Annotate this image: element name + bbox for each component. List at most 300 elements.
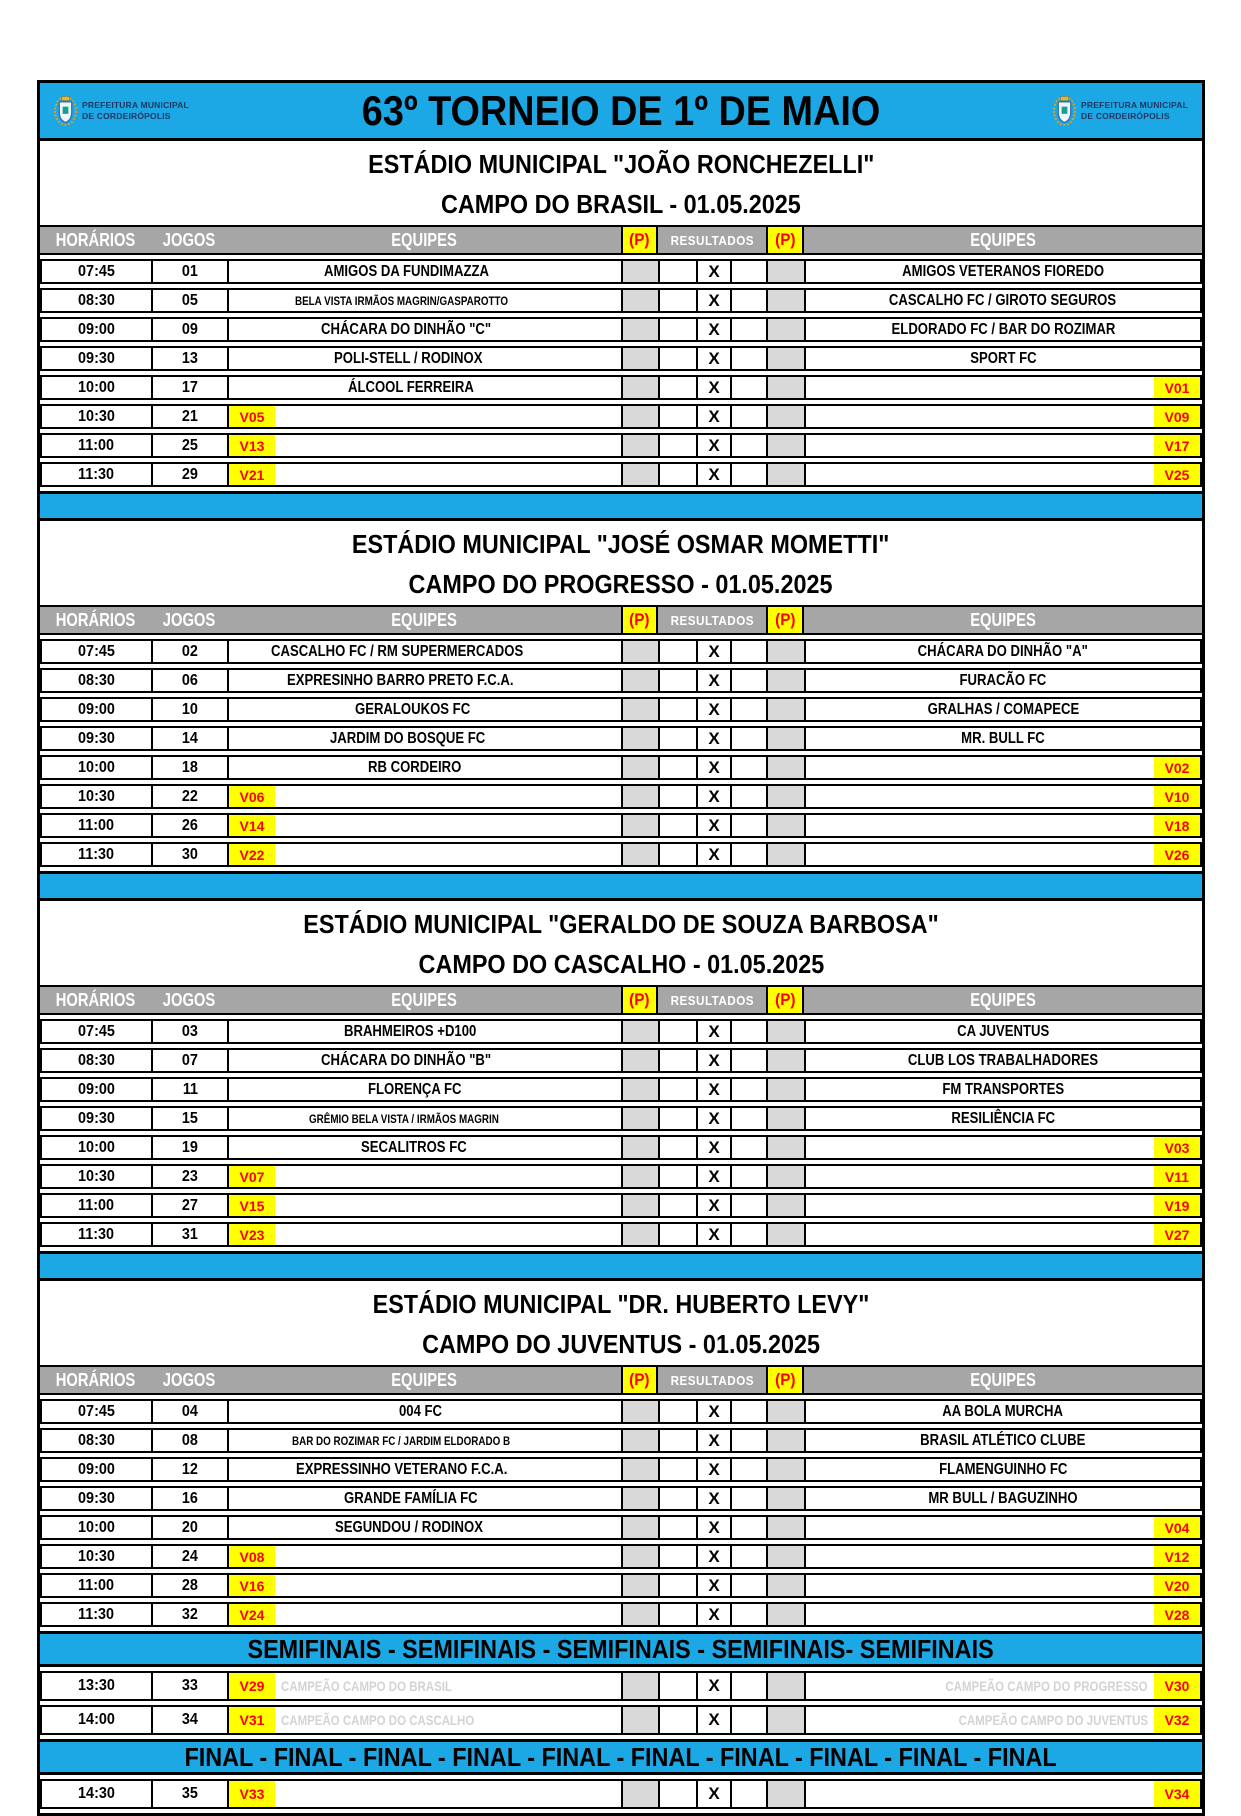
penalty-header-text: (P) — [629, 230, 650, 249]
penalty-cell — [623, 464, 660, 485]
time-cell — [42, 1166, 153, 1187]
home-score-cell — [660, 1166, 698, 1187]
games-list — [40, 255, 1202, 487]
penalty-cell — [768, 1604, 806, 1625]
away-score-cell — [732, 348, 768, 369]
home-score-cell — [660, 1108, 698, 1129]
versus-cell — [698, 1224, 732, 1245]
versus-x-text: X — [708, 1021, 720, 1041]
away-team-cell — [806, 1166, 1200, 1187]
away-team-cell — [806, 406, 1200, 427]
versus-cell — [698, 1137, 732, 1158]
penalty-header-text: (P) — [629, 990, 650, 1009]
penalty-cell — [768, 1430, 806, 1451]
penalty-cell — [623, 1575, 660, 1596]
away-score-cell — [732, 1707, 768, 1733]
away-team-name: CHÁCARA DO DINHÃO "A" — [917, 642, 1089, 660]
game-number-cell — [153, 670, 229, 691]
game-number-text: 29 — [181, 465, 199, 483]
away-placeholder-team-label: CAMPEÃO CAMPO DO JUVENTUS — [958, 1712, 1148, 1728]
home-team-cell — [229, 1195, 623, 1216]
column-header-equipes-away — [804, 227, 1202, 253]
home-placeholder-team-label: CAMPEÃO CAMPO DO BRASIL — [281, 1678, 452, 1694]
home-score-cell — [660, 1430, 698, 1451]
column-header-equipes-away-text: EQUIPES — [970, 229, 1036, 250]
home-team-cell — [229, 261, 623, 282]
stadium-title-text: ESTÁDIO MUNICIPAL "JOSÉ OSMAR MOMETTI" — [352, 529, 890, 559]
time-text: 08:30 — [78, 671, 115, 689]
away-team-cell — [806, 728, 1200, 749]
time-text: 09:30 — [78, 729, 115, 747]
winner-tag: V09 — [1154, 406, 1200, 427]
versus-x-text: X — [708, 699, 720, 719]
winner-tag: V26 — [1154, 844, 1200, 865]
column-header-equipes-home — [227, 987, 621, 1013]
penalty-cell — [623, 435, 660, 456]
time-text: 14:00 — [78, 1711, 115, 1728]
game-number-text: 20 — [181, 1518, 199, 1536]
time-cell — [42, 1108, 153, 1129]
versus-cell — [698, 1673, 732, 1699]
home-score-cell — [660, 1673, 698, 1699]
game-number-text: 11 — [182, 1080, 198, 1098]
home-team-cell — [229, 1021, 623, 1042]
home-team-name: JARDIM DO BOSQUE FC — [330, 729, 486, 747]
schedule-body — [40, 141, 1202, 1809]
away-team-cell — [806, 1781, 1200, 1807]
penalty-cell — [623, 1673, 660, 1699]
home-team-cell — [229, 1108, 623, 1129]
away-score-cell — [732, 641, 768, 662]
column-header-equipes-home — [227, 1367, 621, 1393]
versus-x-text: X — [708, 348, 720, 368]
home-score-cell — [660, 1517, 698, 1538]
game-number-cell — [153, 844, 229, 865]
time-text: 10:30 — [78, 787, 115, 805]
penalty-cell — [623, 641, 660, 662]
home-score-cell — [660, 290, 698, 311]
time-cell — [42, 261, 153, 282]
away-team-name: AMIGOS VETERANOS FIOREDO — [902, 262, 1104, 280]
winner-tag: V21 — [229, 464, 275, 485]
section-separator — [40, 871, 1202, 901]
penalty-cell — [768, 406, 806, 427]
game-row — [40, 1019, 1202, 1044]
away-score-cell — [732, 1195, 768, 1216]
stadium-title — [40, 521, 1202, 564]
home-team-name: POLI-STELL / RODINOX — [334, 349, 483, 367]
versus-x-text: X — [708, 1166, 720, 1186]
away-score-cell — [732, 464, 768, 485]
versus-x-text: X — [708, 1517, 720, 1537]
winner-tag: V33 — [229, 1781, 275, 1807]
time-text: 13:30 — [78, 1677, 115, 1694]
penalty-cell — [623, 1459, 660, 1480]
away-score-cell — [732, 290, 768, 311]
away-team-cell — [806, 348, 1200, 369]
game-number-text: 24 — [181, 1547, 199, 1565]
penalty-cell — [623, 699, 660, 720]
penalty-cell — [768, 670, 806, 691]
home-score-cell — [660, 348, 698, 369]
away-score-cell — [732, 757, 768, 778]
game-row — [40, 1544, 1202, 1569]
time-cell — [42, 1224, 153, 1245]
home-score-cell — [660, 1401, 698, 1422]
home-team-name: GRANDE FAMÍLIA FC — [343, 1489, 478, 1507]
time-text: 10:30 — [78, 407, 115, 425]
home-score-cell — [660, 1195, 698, 1216]
away-team-cell — [806, 1488, 1200, 1509]
away-score-cell — [732, 1108, 768, 1129]
winner-tag: V32 — [1154, 1707, 1200, 1733]
versus-cell — [698, 1546, 732, 1567]
game-number-text: 34 — [181, 1711, 199, 1728]
game-number-cell — [153, 348, 229, 369]
winner-tag: V25 — [1154, 464, 1200, 485]
away-score-cell — [732, 1673, 768, 1699]
penalty-cell — [623, 757, 660, 778]
home-score-cell — [660, 464, 698, 485]
home-score-cell — [660, 670, 698, 691]
versus-cell — [698, 1050, 732, 1071]
column-header-resultados-text: RESULTADOS — [670, 992, 754, 1008]
game-number-cell — [153, 1401, 229, 1422]
away-score-cell — [732, 728, 768, 749]
home-team-cell — [229, 435, 623, 456]
game-number-cell — [153, 728, 229, 749]
penalty-cell — [623, 1517, 660, 1538]
home-team-name: GRÊMIO BELA VISTA / IRMÃOS MAGRIN — [309, 1111, 500, 1126]
game-number-text: 06 — [181, 671, 199, 689]
home-score-cell — [660, 641, 698, 662]
column-header-resultados-text: RESULTADOS — [670, 232, 754, 248]
penalty-cell — [768, 1488, 806, 1509]
penalty-cell — [623, 670, 660, 691]
home-team-cell — [229, 1575, 623, 1596]
winner-tag: V13 — [229, 435, 275, 456]
home-team-cell — [229, 1050, 623, 1071]
home-score-cell — [660, 1224, 698, 1245]
penalty-cell — [623, 1488, 660, 1509]
winner-tag: V02 — [1154, 757, 1200, 778]
game-number-cell — [153, 641, 229, 662]
column-header-row — [40, 605, 1202, 635]
game-row — [40, 813, 1202, 838]
field-title-text: CAMPO DO JUVENTUS - 01.05.2025 — [422, 1329, 820, 1359]
winner-tag: V01 — [1154, 377, 1200, 398]
away-score-cell — [732, 261, 768, 282]
game-number-text: 28 — [181, 1576, 199, 1594]
home-team-name: CASCALHO FC / RM SUPERMERCADOS — [271, 642, 524, 660]
away-score-cell — [732, 1401, 768, 1422]
home-score-cell — [660, 757, 698, 778]
away-score-cell — [732, 1604, 768, 1625]
away-team-cell — [806, 377, 1200, 398]
game-row — [40, 1077, 1202, 1102]
versus-cell — [698, 1166, 732, 1187]
penalty-cell — [768, 815, 806, 836]
game-row — [40, 1428, 1202, 1453]
game-number-cell — [153, 1137, 229, 1158]
field-title — [40, 184, 1202, 225]
game-row — [40, 462, 1202, 487]
stadium-section — [40, 1281, 1202, 1627]
home-team-name: BAR DO ROZIMAR FC / JARDIM ELDORADO B — [292, 1433, 511, 1448]
penalty-cell — [623, 1781, 660, 1807]
home-team-cell — [229, 786, 623, 807]
versus-cell — [698, 844, 732, 865]
column-header-jogos-text: JOGOS — [162, 609, 216, 630]
home-team-cell — [229, 1430, 623, 1451]
column-header-penalty-away — [766, 607, 804, 633]
column-header-horarios-text: HORÁRIOS — [55, 989, 136, 1010]
winner-tag: V24 — [229, 1604, 275, 1625]
versus-x-text: X — [708, 377, 720, 397]
penalty-cell — [768, 1459, 806, 1480]
home-score-cell — [660, 1604, 698, 1625]
column-header-horarios — [40, 607, 151, 633]
home-team-cell — [229, 1488, 623, 1509]
game-row — [40, 1135, 1202, 1160]
stadium-section — [40, 521, 1202, 867]
home-score-cell — [660, 1488, 698, 1509]
penalty-cell — [623, 1079, 660, 1100]
column-header-resultados-text: RESULTADOS — [670, 612, 754, 628]
time-cell — [42, 1401, 153, 1422]
game-number-text: 10 — [181, 700, 199, 718]
tournament-sheet — [37, 80, 1205, 1816]
versus-cell — [698, 348, 732, 369]
penalty-header-text: (P) — [774, 230, 796, 249]
time-text: 10:30 — [78, 1547, 115, 1565]
winner-tag: V10 — [1154, 786, 1200, 807]
game-number-cell — [153, 464, 229, 485]
time-text: 09:00 — [78, 1460, 115, 1478]
stadium-title-text: ESTÁDIO MUNICIPAL "GERALDO DE SOUZA BARBOSA" — [303, 909, 939, 939]
games-list — [40, 635, 1202, 867]
versus-x-text: X — [708, 1108, 720, 1128]
winner-tag: V17 — [1154, 435, 1200, 456]
game-row — [40, 1705, 1202, 1735]
away-team-cell — [806, 1224, 1200, 1245]
penalty-cell — [623, 1166, 660, 1187]
home-team-cell — [229, 844, 623, 865]
time-cell — [42, 1137, 153, 1158]
game-row — [40, 639, 1202, 664]
game-number-text: 04 — [181, 1402, 199, 1420]
versus-x-text: X — [708, 406, 720, 426]
away-team-cell — [806, 1604, 1200, 1625]
game-number-cell — [153, 1488, 229, 1509]
section-separator — [40, 1251, 1202, 1281]
game-number-text: 16 — [181, 1489, 199, 1507]
versus-cell — [698, 786, 732, 807]
penalty-cell — [768, 1108, 806, 1129]
column-header-penalty-away — [766, 1367, 804, 1393]
time-cell — [42, 464, 153, 485]
home-score-cell — [660, 1781, 698, 1807]
column-header-horarios-text: HORÁRIOS — [55, 609, 136, 630]
versus-cell — [698, 1079, 732, 1100]
page-title — [40, 82, 1202, 140]
stadium-section — [40, 901, 1202, 1247]
away-team-name: RESILIÊNCIA FC — [951, 1109, 1055, 1127]
game-number-text: 27 — [181, 1196, 199, 1214]
versus-x-text: X — [708, 1430, 720, 1450]
winner-tag: V08 — [229, 1546, 275, 1567]
column-header-resultados-text: RESULTADOS — [670, 1372, 754, 1388]
home-score-cell — [660, 319, 698, 340]
versus-x-text: X — [708, 1079, 720, 1099]
game-row — [40, 1457, 1202, 1482]
time-text: 11:00 — [78, 1576, 115, 1594]
versus-cell — [698, 1108, 732, 1129]
versus-cell — [698, 641, 732, 662]
versus-x-text: X — [708, 319, 720, 339]
time-cell — [42, 1707, 153, 1733]
time-cell — [42, 1430, 153, 1451]
games-list — [40, 1015, 1202, 1247]
home-team-cell — [229, 757, 623, 778]
logo-text-line1: PREFEITURA MUNICIPAL — [1081, 100, 1188, 111]
game-row — [40, 1164, 1202, 1189]
versus-x-text: X — [708, 1195, 720, 1215]
home-team-name: EXPRESSINHO VETERANO F.C.A. — [296, 1460, 508, 1478]
time-cell — [42, 377, 153, 398]
versus-x-text: X — [708, 757, 720, 777]
penalty-cell — [768, 1546, 806, 1567]
away-team-cell — [806, 1050, 1200, 1071]
penalty-cell — [768, 319, 806, 340]
game-number-cell — [153, 1050, 229, 1071]
column-header-horarios-text: HORÁRIOS — [55, 229, 136, 250]
penalty-cell — [768, 1166, 806, 1187]
game-row — [40, 755, 1202, 780]
game-number-cell — [153, 1575, 229, 1596]
penalty-cell — [623, 319, 660, 340]
time-text: 09:00 — [78, 700, 115, 718]
winner-tag: V19 — [1154, 1195, 1200, 1216]
away-team-name: FURACÃO FC — [959, 671, 1047, 689]
home-team-cell — [229, 348, 623, 369]
penalty-cell — [768, 377, 806, 398]
away-team-name: MR. BULL FC — [961, 729, 1045, 747]
time-text: 10:30 — [78, 1167, 115, 1185]
home-team-cell — [229, 1079, 623, 1100]
time-text: 11:30 — [78, 1605, 115, 1623]
versus-cell — [698, 1459, 732, 1480]
penalty-cell — [623, 1021, 660, 1042]
away-score-cell — [732, 435, 768, 456]
winner-tag: V15 — [229, 1195, 275, 1216]
penalty-cell — [623, 1546, 660, 1567]
game-number-text: 15 — [181, 1109, 199, 1127]
home-team-cell — [229, 1546, 623, 1567]
penalty-cell — [768, 1781, 806, 1807]
versus-cell — [698, 1575, 732, 1596]
away-score-cell — [732, 1021, 768, 1042]
penalty-cell — [623, 1401, 660, 1422]
home-team-cell — [229, 1401, 623, 1422]
column-header-equipes-away — [804, 1367, 1202, 1393]
game-number-cell — [153, 1021, 229, 1042]
away-score-cell — [732, 1224, 768, 1245]
winner-tag: V12 — [1154, 1546, 1200, 1567]
column-header-horarios — [40, 987, 151, 1013]
versus-cell — [698, 1488, 732, 1509]
away-team-cell — [806, 290, 1200, 311]
home-score-cell — [660, 728, 698, 749]
versus-cell — [698, 670, 732, 691]
game-number-text: 18 — [181, 758, 199, 776]
versus-x-text: X — [708, 1784, 720, 1803]
field-title — [40, 564, 1202, 605]
home-team-cell — [229, 1137, 623, 1158]
time-text: 07:45 — [78, 262, 115, 280]
versus-cell — [698, 1517, 732, 1538]
penalty-cell — [623, 1137, 660, 1158]
home-team-cell — [229, 290, 623, 311]
field-title-text: CAMPO DO CASCALHO - 01.05.2025 — [418, 949, 824, 979]
home-team-cell — [229, 1517, 623, 1538]
game-row — [40, 404, 1202, 429]
away-team-cell — [806, 1707, 1200, 1733]
home-team-cell — [229, 1781, 623, 1807]
away-team-name: BRASIL ATLÉTICO CLUBE — [920, 1431, 1086, 1449]
time-cell — [42, 1050, 153, 1071]
column-header-equipes-home-text: EQUIPES — [391, 609, 457, 630]
penalty-cell — [623, 377, 660, 398]
home-team-cell — [229, 1673, 623, 1699]
final-banner-text: FINAL - FINAL - FINAL - FINAL - FINAL - FINAL - FINAL - FINAL - FINAL - FINAL — [184, 1741, 1058, 1772]
column-header-equipes-home-text: EQUIPES — [391, 1369, 457, 1390]
home-score-cell — [660, 406, 698, 427]
away-score-cell — [732, 1546, 768, 1567]
penalty-cell — [623, 290, 660, 311]
column-header-equipes-away-text: EQUIPES — [970, 989, 1036, 1010]
stadium-section — [40, 141, 1202, 487]
stadium-title — [40, 901, 1202, 944]
away-team-cell — [806, 699, 1200, 720]
home-team-name: SEGUNDOU / RODINOX — [334, 1518, 483, 1536]
home-score-cell — [660, 1021, 698, 1042]
away-team-name: CASCALHO FC / GIROTO SEGUROS — [889, 291, 1117, 309]
column-header-jogos — [151, 1367, 227, 1393]
time-text: 09:00 — [78, 320, 115, 338]
versus-x-text: X — [708, 1546, 720, 1566]
column-header-equipes-away-text: EQUIPES — [970, 1369, 1036, 1390]
game-row — [40, 346, 1202, 371]
penalty-cell — [768, 728, 806, 749]
versus-x-text: X — [708, 1401, 720, 1421]
game-row — [40, 842, 1202, 867]
game-number-text: 23 — [181, 1167, 199, 1185]
versus-x-text: X — [708, 728, 720, 748]
logo-text-line2: DE CORDEIRÓPOLIS — [82, 110, 171, 121]
penalty-cell — [768, 1575, 806, 1596]
home-team-name: GERALOUKOS FC — [354, 700, 470, 718]
column-header-penalty-home — [621, 987, 658, 1013]
penalty-cell — [768, 786, 806, 807]
winner-tag: V11 — [1154, 1166, 1200, 1187]
column-header-equipes-away — [804, 987, 1202, 1013]
game-number-text: 17 — [181, 378, 199, 396]
time-cell — [42, 786, 153, 807]
game-number-text: 35 — [181, 1785, 199, 1802]
versus-x-text: X — [708, 464, 720, 484]
penalty-cell — [623, 1050, 660, 1071]
